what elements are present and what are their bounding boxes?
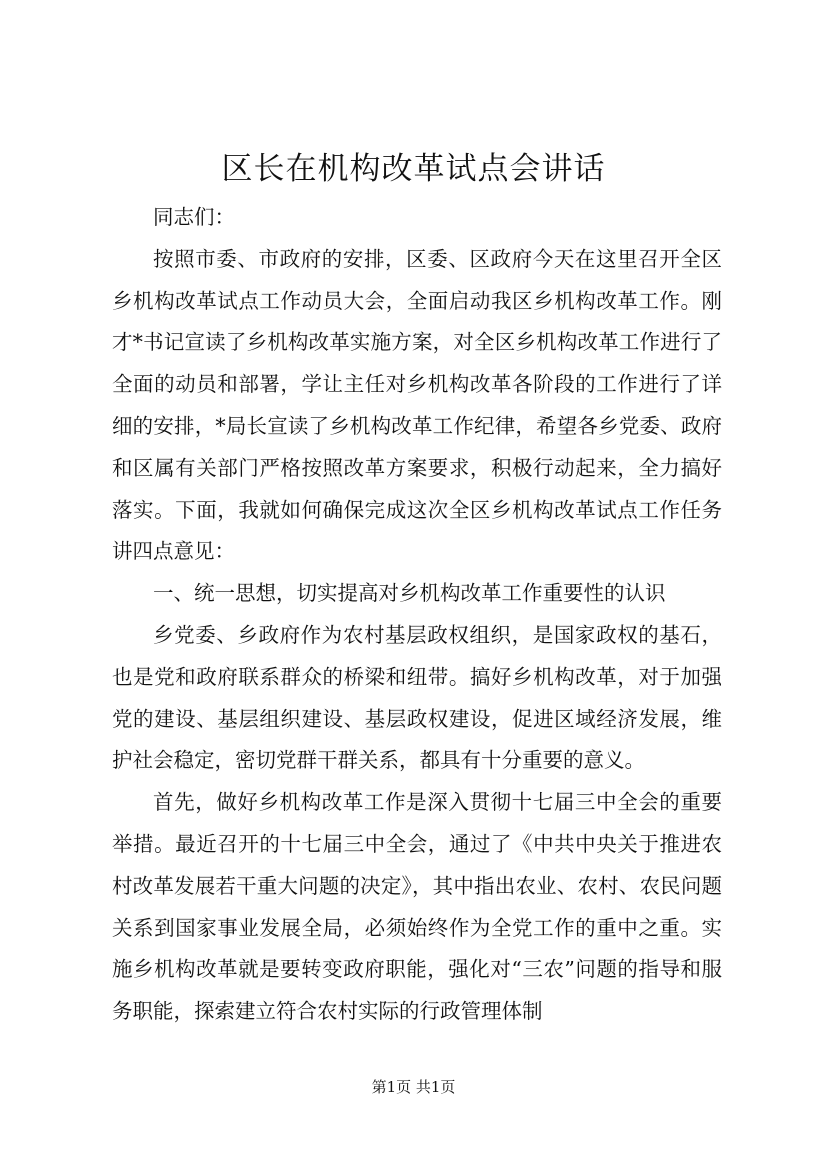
- body-paragraph: 乡党委、乡政府作为农村基层政权组织，是国家政权的基石，也是党和政府联系群众的桥梁和纽带。搞好乡机构改革，对于加强党的建设、基层组织建设、基层政权建设，促进区域经济发展，维护社会稳定，密切党群干群关系，都具有十分重要的意义。: [112, 622, 722, 773]
- intro-paragraph: 按照市委、市政府的安排，区委、区政府今天在这里召开全区乡机构改革试点工作动员大会，全面启动我区乡机构改革工作。刚才*书记宣读了乡机构改革实施方案，对全区乡机构改革工作进行了全面的动员和部署，学让主任对乡机构改革各阶段的工作进行了详细的安排，*局长宣读了乡机构改革工作纪律，希望各乡党委、政府和区属有关部门严格按照改革方案要求，积极行动起来，全力搞好落实。下面，我就如何确保完成这次全区乡机构改革试点工作任务讲四点意见：: [112, 246, 722, 564]
- document-title: 区长在机构改革试点会讲话: [221, 151, 606, 187]
- page-footer: 第1页 共1页: [371, 1078, 456, 1096]
- section-heading: 一、统一思想，切实提高对乡机构改革工作重要性的认识: [153, 581, 666, 606]
- salutation-paragraph: 同志们：: [153, 205, 235, 229]
- document-body: [112, 197, 722, 1033]
- body-paragraph: 首先，做好乡机构改革工作是深入贯彻十七届三中全会的重要举措。最近召开的十七届三中全会，通过了《中共中央关于推进农村改革发展若干重大问题的决定》，其中指出农业、农村、农民问题关系到国家事业发展全局，必须始终作为全党工作的重中之重。实施乡机构改革就是要转变政府职能，强化对“三农”问题的指导和服务职能，探索建立符合农村实际的行政管理体制: [112, 790, 722, 1024]
